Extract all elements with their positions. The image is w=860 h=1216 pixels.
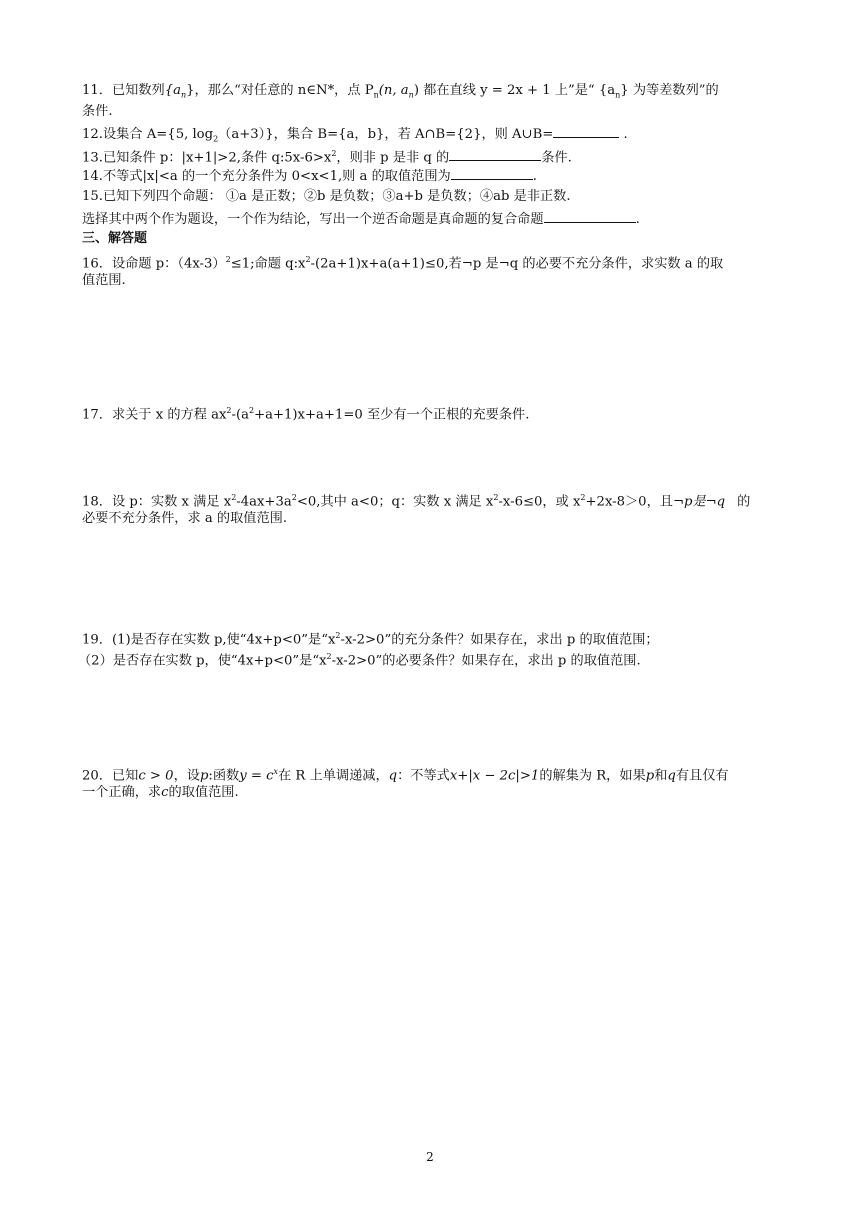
q11-sub: n xyxy=(373,90,379,100)
q13-text: 条件. xyxy=(541,150,572,166)
q15-text: 15.已知下列四个命题： ①a 是正数；②b 是负数；③a+b 是负数；④ab 是非正数. xyxy=(82,189,571,204)
q17-text: 17．求关于 x 的方程 ax xyxy=(82,407,227,423)
q20-formula: y = c xyxy=(239,768,274,784)
q13-sup: 2 xyxy=(331,149,337,158)
question-18-cont xyxy=(82,510,287,528)
q19-sup: 2 xyxy=(335,631,341,640)
q17-sup: 2 xyxy=(248,406,255,415)
q19-text: 19．(1)是否存在实数 p,使“4x+p<0”是“x xyxy=(82,632,336,648)
q16-sup: 2 xyxy=(305,255,311,264)
q18-sup: 2 xyxy=(231,493,237,502)
q12-text: （a+3）}，集合 B={a，b}，若 A∩B={2}，则 A∪B= xyxy=(218,127,554,142)
q13-text: ，则非 p 是非 q 的 xyxy=(336,150,450,166)
page-number: 2 xyxy=(426,1150,434,1164)
q19-text: -x-2>0”的必要条件？如果存在，求出 p 的取值范围. xyxy=(331,653,641,669)
not-symbol: ¬ xyxy=(461,256,473,272)
q11-point: (n, a xyxy=(378,83,409,98)
q11-text: }，那么“对任意的 n∈N*，点 P xyxy=(186,83,374,98)
question-13 xyxy=(82,145,572,167)
q18-sup: 2 xyxy=(580,493,586,502)
question-15-cont xyxy=(82,209,640,229)
q18-text: 的 xyxy=(737,494,751,510)
question-18 xyxy=(82,489,750,511)
q11-seq: {a xyxy=(164,83,181,98)
question-16 xyxy=(82,251,723,273)
q20-var: q xyxy=(667,768,676,784)
answer-blank[interactable] xyxy=(449,147,541,161)
q13-text: 13.已知条件 p：|x+1|>2,条件 q:5x-6>x xyxy=(82,150,332,166)
q11-text: ) 都在直线 y = 2x + 1 上”是“ {a xyxy=(413,83,616,98)
q20-var: q xyxy=(388,768,398,784)
q18-text: 必要不充分条件，求 a 的取值范围. xyxy=(82,511,288,526)
q20-text: ，设 xyxy=(173,768,200,784)
question-20-cont xyxy=(82,784,239,802)
answer-blank[interactable] xyxy=(553,124,619,138)
q15-text: 选择其中两个作为题设，一个作为结论，写出一个逆否命题是真命题的复合命题 xyxy=(82,212,544,227)
question-15 xyxy=(82,188,571,206)
q16-text: 值范围. xyxy=(82,273,126,288)
q20-var: p xyxy=(199,768,209,784)
question-11 xyxy=(82,82,719,105)
question-11-cont xyxy=(82,103,113,121)
answer-blank[interactable] xyxy=(451,166,533,180)
answer-blank[interactable] xyxy=(544,209,636,223)
q18-text: +2x-8＞0，且 xyxy=(585,494,673,510)
q14-text: 14.不等式|x|<a 的一个充分条件为 0<x<1,则 a 的取值范围为 xyxy=(82,169,451,184)
q20-text: 一个正确，求 xyxy=(82,785,162,800)
q11-text: 条件. xyxy=(82,104,113,119)
q17-text: -(a xyxy=(231,407,249,423)
q12-text: . xyxy=(619,127,628,142)
q18-formula: ¬p是¬q xyxy=(672,494,726,510)
q15-text: . xyxy=(635,212,640,227)
q18-text: -4ax+3a xyxy=(236,494,292,510)
question-17 xyxy=(82,402,529,424)
q19-sup: 2 xyxy=(326,652,332,661)
q20-text: 在 R 上单调递减， xyxy=(278,768,389,784)
q18-text: <0,其中 a<0；q：实数 x 满足 x xyxy=(296,494,494,510)
q20-text: 的解集为 R，如果 xyxy=(539,768,646,784)
q18-sup: 2 xyxy=(291,493,297,502)
q14-text: . xyxy=(532,169,537,184)
q20-text: 有且仅有 xyxy=(675,768,729,784)
q20-text: 和 xyxy=(654,768,668,784)
question-16-cont xyxy=(82,272,126,290)
q17-text: +a+1)x+a+1=0 至少有一个正根的充要条件. xyxy=(254,407,530,423)
q12-sub: 2 xyxy=(213,134,219,144)
q12-text: 12.设集合 A={5, log xyxy=(82,127,214,142)
q16-text: 16．设命题 p：（4x-3） xyxy=(82,256,226,272)
q20-formula: x+|x − 2c|>1 xyxy=(449,768,540,784)
q20-text: ：不等式 xyxy=(397,768,450,784)
q11-sub: n xyxy=(615,90,621,100)
q20-text: :函数 xyxy=(208,768,240,784)
q11-sub: n xyxy=(408,90,414,100)
q20-text: 的取值范围. xyxy=(168,785,239,800)
question-20 xyxy=(82,763,729,785)
q18-sup: 2 xyxy=(493,493,499,502)
q16-sup: 2 xyxy=(225,255,231,264)
q20-sup: x xyxy=(273,767,279,776)
q11-text: 11．已知数列 xyxy=(82,83,165,98)
q16-text: ≤1;命题 q:x xyxy=(230,256,306,272)
q19-text: -x-2>0”的充分条件？如果存在，求出 p 的取值范围； xyxy=(340,632,659,648)
q16-text: -(2a+1)x+a(a+1)≤0,若 xyxy=(310,256,462,272)
q11-sub: n xyxy=(180,90,187,100)
q18-text: -x-6≤0，或 x xyxy=(498,494,581,510)
q18-text: 18．设 p：实数 x 满足 x xyxy=(82,494,232,510)
not-symbol: ¬ xyxy=(498,256,510,272)
q17-sup: 2 xyxy=(226,406,232,415)
section-heading: 三、解答题 xyxy=(82,231,148,246)
q20-formula: c > 0 xyxy=(138,768,174,784)
q20-text: 20．已知 xyxy=(82,768,139,784)
question-19-part1 xyxy=(82,627,659,649)
q16-text: q 的必要不充分条件，求实数 a 的取 xyxy=(509,256,724,272)
q16-text: p 是 xyxy=(472,256,499,272)
q19-text: （2）是否存在实数 p，使“4x+p<0”是“x xyxy=(78,653,327,669)
q20-var: p xyxy=(645,768,655,784)
q20-var: c xyxy=(161,785,169,800)
question-19-part2 xyxy=(78,648,641,670)
q11-text: } 为等差数列”的 xyxy=(620,83,719,98)
question-14 xyxy=(82,166,537,186)
